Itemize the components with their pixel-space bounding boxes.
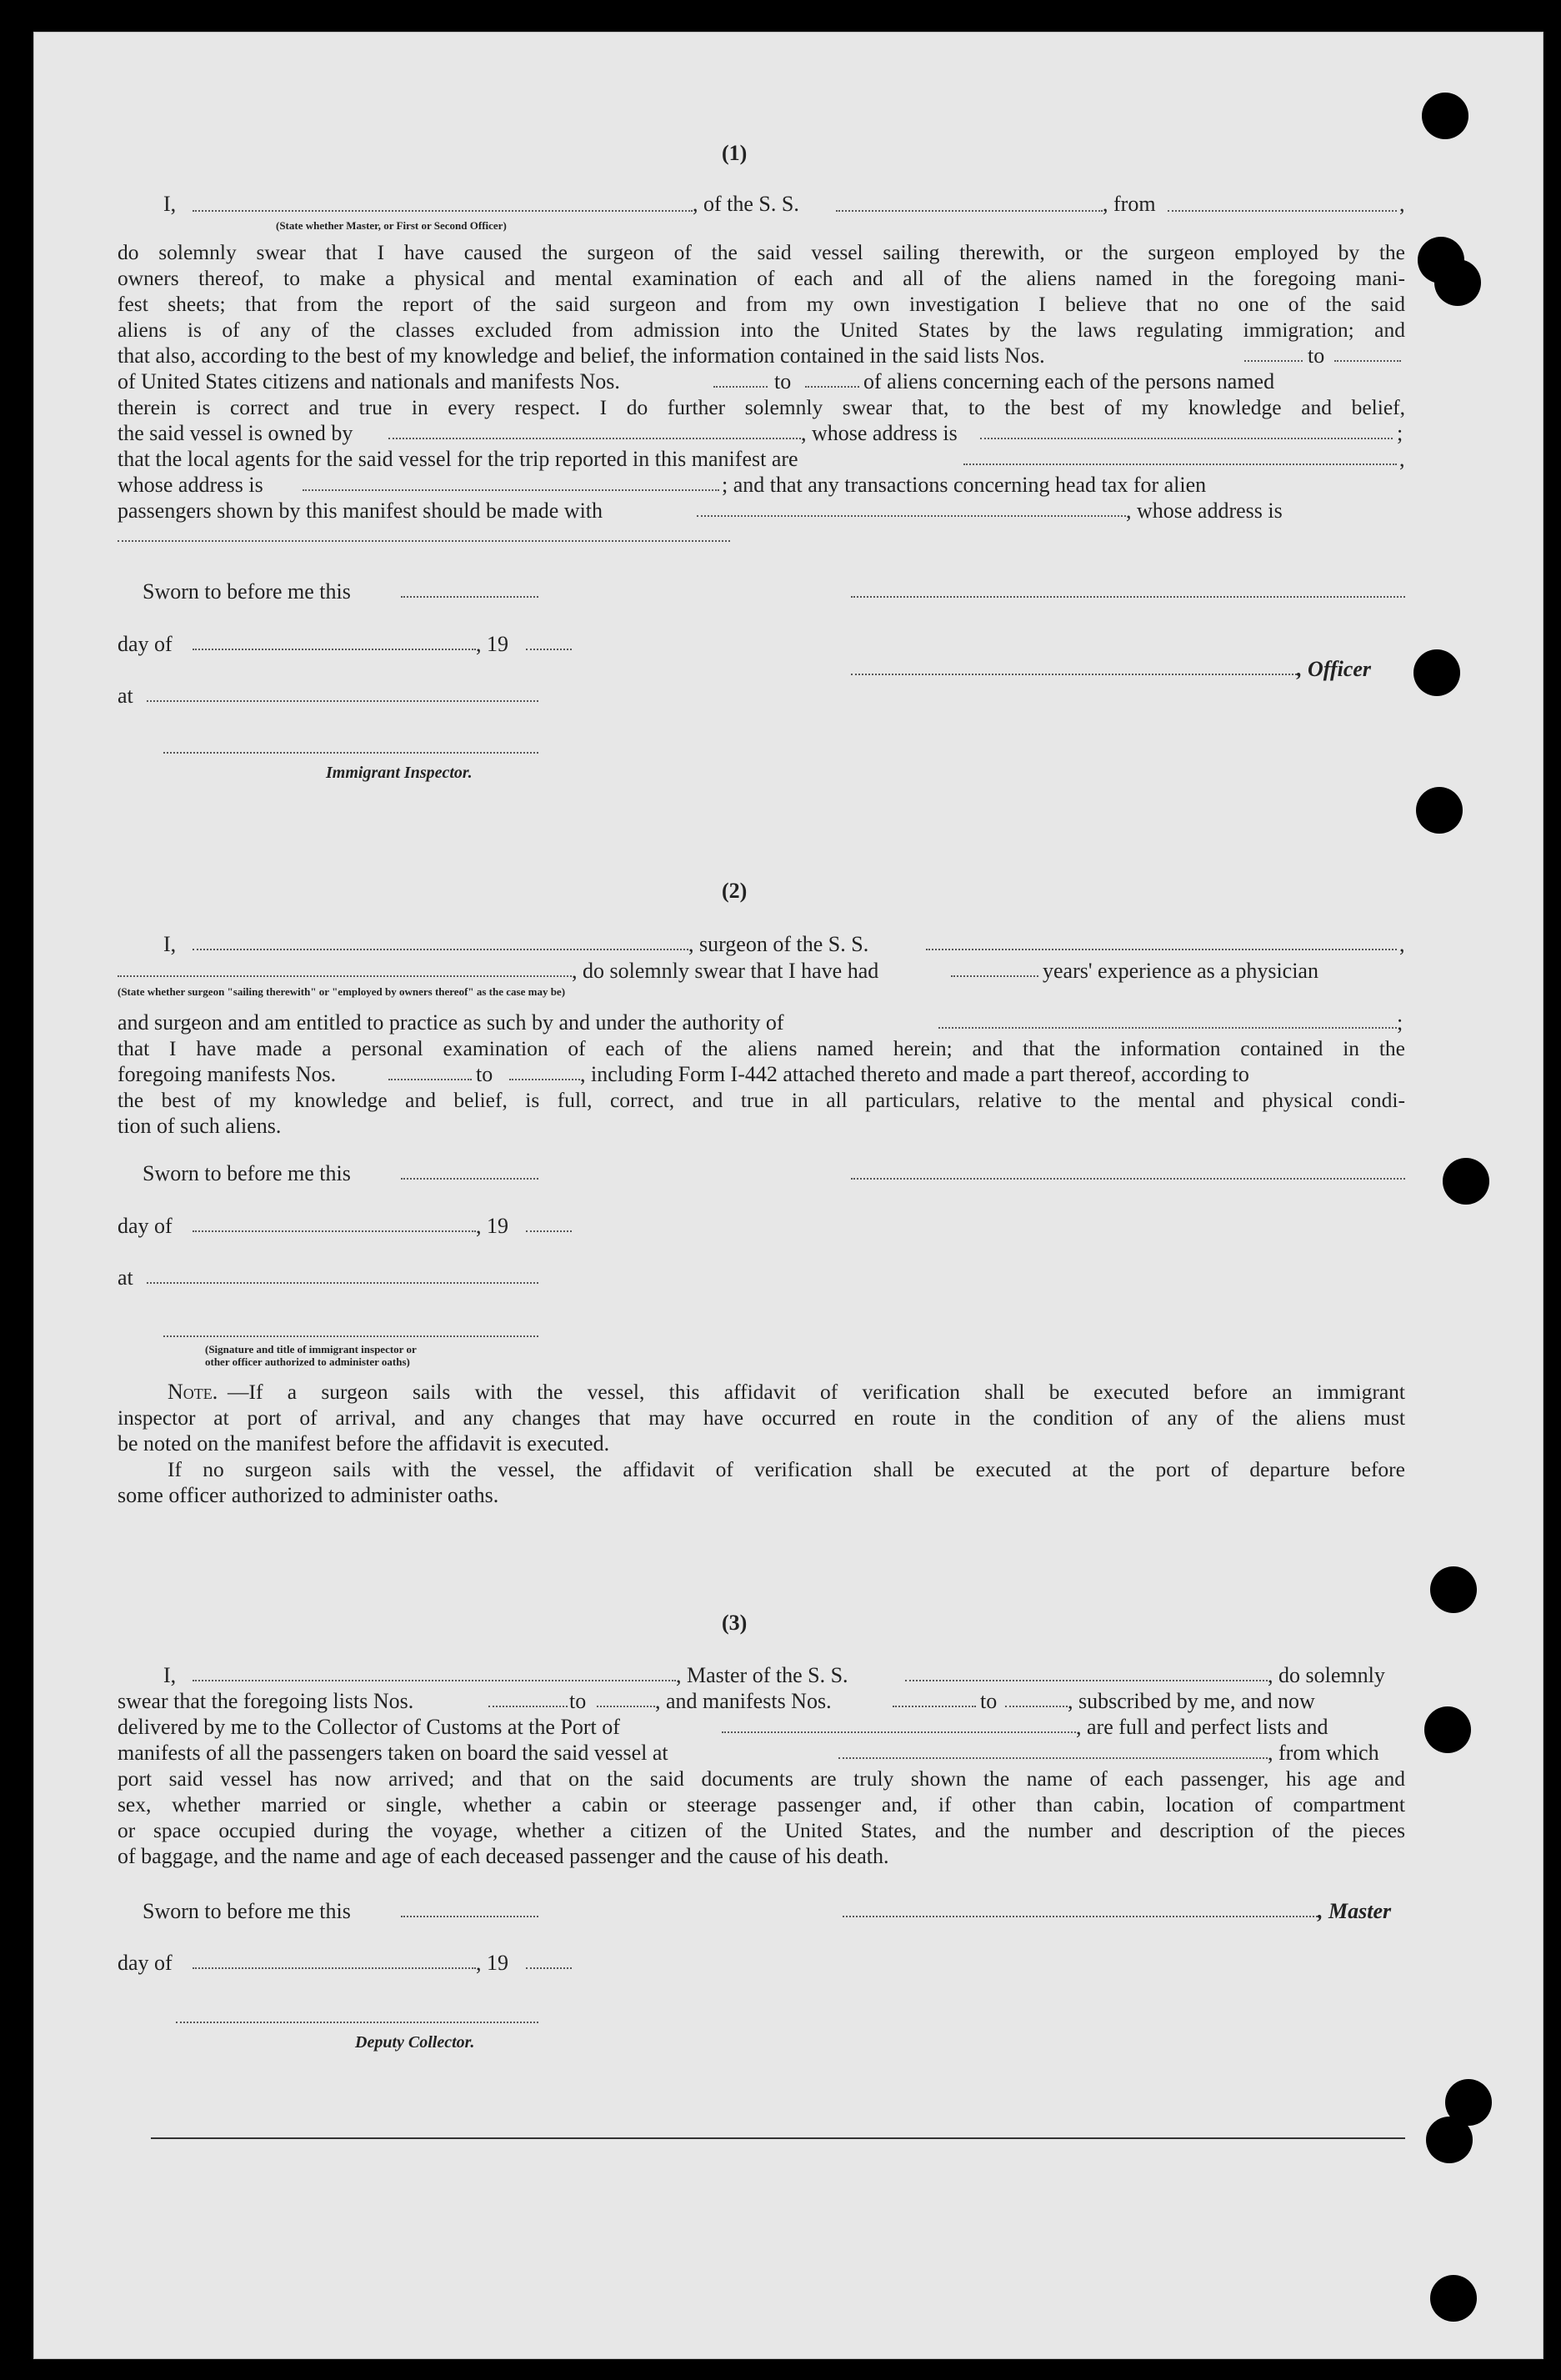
s1-whose-address-end: , whose address is bbox=[1126, 499, 1283, 523]
binder-hole bbox=[1443, 1158, 1489, 1205]
s2-aliens: tion of such aliens. bbox=[118, 1114, 282, 1138]
s3-master-of: , Master of the S. S. bbox=[676, 1663, 848, 1687]
s3-lists-to-field[interactable] bbox=[597, 1705, 655, 1707]
binder-hole bbox=[1426, 2117, 1473, 2163]
s3-body bbox=[118, 1766, 1405, 1843]
s2-manifests-to-field[interactable] bbox=[509, 1078, 580, 1080]
s3-manifests-from-field[interactable] bbox=[893, 1705, 976, 1707]
s1-whose-address-2: whose address is bbox=[118, 473, 263, 497]
s1-semicolon: ; bbox=[1397, 421, 1403, 445]
s2-vessel-field[interactable] bbox=[926, 948, 1397, 950]
s2-line: the best of my knowledge and belief, is full, correct, and true in all particulars, relative to the mental and physical condi- bbox=[118, 1088, 1405, 1112]
s2-note-first bbox=[228, 1379, 1405, 1405]
s1-line: do solemnly swear that I have caused the surgeon of the said vessel sailing therewith, or the surgeon employed by the bbox=[118, 240, 1405, 264]
s2-body bbox=[118, 1035, 1405, 1061]
s1-day-of: day of bbox=[118, 632, 173, 656]
s2-comma: , bbox=[1399, 932, 1405, 956]
binder-hole bbox=[1434, 259, 1481, 306]
s2-note-label-row bbox=[168, 1379, 218, 1405]
s1-from-field[interactable] bbox=[1168, 209, 1397, 212]
s1-agents-address-field[interactable] bbox=[303, 489, 719, 491]
binder-hole bbox=[1430, 2275, 1477, 2322]
s3-year: , 19 bbox=[476, 1951, 508, 1975]
s3-manifests-to-field[interactable] bbox=[1005, 1705, 1068, 1707]
s1-agents-field[interactable] bbox=[963, 463, 1397, 465]
s2-note-label: Note. bbox=[168, 1380, 218, 1404]
s3-lists: swear that the foregoing lists Nos. bbox=[118, 1689, 414, 1713]
s2-surgeon-type-field[interactable] bbox=[118, 975, 572, 977]
s2-note2-last: some officer authorized to administer oaths. bbox=[118, 1483, 499, 1507]
s2-manifests: foregoing manifests Nos. bbox=[118, 1062, 337, 1086]
s1-line: aliens is of any of the classes excluded from admission into the United States by the laws regulating immigration; and bbox=[118, 318, 1405, 342]
binder-hole bbox=[1424, 1706, 1471, 1753]
s2-years: years' experience as a physician bbox=[1043, 959, 1318, 983]
s3-master-signature-field[interactable] bbox=[843, 1915, 1318, 1917]
s1-inspector: Immigrant Inspector. bbox=[326, 764, 473, 782]
s2-sig-hint-2: other officer authorized to administer oaths) bbox=[205, 1355, 410, 1368]
s1-agents: that the local agents for the said vessel for the trip reported in this manifest are bbox=[118, 447, 798, 471]
s1-signature-field[interactable] bbox=[851, 595, 1405, 598]
s1-officer-name-field[interactable] bbox=[851, 673, 1297, 675]
s3-collector-field[interactable] bbox=[176, 2021, 538, 2023]
s2-at-field[interactable] bbox=[147, 1281, 538, 1284]
s1-inspector-field[interactable] bbox=[163, 751, 538, 754]
s3-to: to bbox=[569, 1689, 587, 1713]
s3-do-solemnly: , do solemnly bbox=[1268, 1663, 1385, 1687]
s1-month-field[interactable] bbox=[193, 648, 476, 650]
s2-sworn: Sworn to before me this bbox=[143, 1161, 351, 1185]
s1-lists-from-field[interactable] bbox=[1244, 359, 1303, 362]
s3-i: I, bbox=[163, 1663, 177, 1687]
s2-note-last: be noted on the manifest before the affidavit is executed. bbox=[118, 1431, 610, 1456]
s1-master-hint: (State whether Master, or First or Second Officer) bbox=[276, 219, 507, 232]
s3-and-manifests: , and manifests Nos. bbox=[655, 1689, 832, 1713]
s2-surgeon-hint: (State whether surgeon "sailing therewith" or "employed by owners thereof" as the case may be) bbox=[118, 985, 566, 998]
s1-at: at bbox=[118, 684, 133, 708]
s3-line: or space occupied during the voyage, whether a citizen of the United States, and the number and description of the pieces bbox=[118, 1818, 1405, 1842]
s1-aliens-concerning: of aliens concerning each of the persons named bbox=[863, 369, 1275, 393]
s2-inspector-field[interactable] bbox=[163, 1335, 538, 1337]
s1-officer: , Officer bbox=[1297, 657, 1372, 681]
s3-collector: Deputy Collector. bbox=[355, 2033, 475, 2052]
s1-from: , from bbox=[1103, 192, 1156, 216]
bottom-rule bbox=[151, 2137, 1405, 2139]
s2-note-body bbox=[118, 1405, 1405, 1431]
s2-semicolon: ; bbox=[1397, 1010, 1403, 1035]
s1-lists-to-field[interactable] bbox=[1334, 359, 1401, 362]
s2-note-line: inspector at port of arrival, and any changes that may have occurred en route in the condition of any of the aliens must bbox=[118, 1405, 1405, 1430]
section-1-number: (1) bbox=[722, 141, 748, 165]
s3-line: sex, whether married or single, whether a cabin or steerage passenger and, if other than cabin, location of compartment bbox=[118, 1792, 1405, 1816]
s3-port-of-departure-field[interactable] bbox=[838, 1756, 1268, 1759]
s2-note2 bbox=[168, 1456, 1405, 1482]
s1-body-2 bbox=[118, 394, 1405, 420]
s2-sig-hint-1: (Signature and title of immigrant inspector or bbox=[205, 1343, 417, 1355]
s1-manifests-to-field[interactable] bbox=[805, 385, 859, 388]
s3-sworn: Sworn to before me this bbox=[143, 1899, 351, 1923]
binder-hole bbox=[1416, 787, 1463, 834]
s1-owner-address-field[interactable] bbox=[980, 437, 1393, 439]
s1-owned-by: the said vessel is owned by bbox=[118, 421, 353, 445]
s3-delivered: delivered by me to the Collector of Customs at the Port of bbox=[118, 1715, 620, 1739]
s1-headtax-address-field[interactable] bbox=[118, 539, 730, 542]
s2-signature-field[interactable] bbox=[851, 1177, 1405, 1180]
section-2-number: (2) bbox=[722, 879, 748, 903]
s1-comma2: , bbox=[1399, 447, 1405, 471]
s1-to: to bbox=[1308, 343, 1325, 368]
s3-master: , Master bbox=[1318, 1899, 1392, 1923]
s1-owner-field[interactable] bbox=[388, 437, 801, 439]
s2-i: I, bbox=[163, 932, 177, 956]
s3-passengers-taken: manifests of all the passengers taken on board the said vessel at bbox=[118, 1741, 668, 1765]
s3-year-field[interactable] bbox=[526, 1967, 572, 1969]
s2-to: to bbox=[476, 1062, 493, 1086]
s3-port-field[interactable] bbox=[722, 1731, 1076, 1733]
s1-sworn-day-field[interactable] bbox=[401, 595, 538, 598]
s3-last-line: of baggage, and the name and age of each deceased passenger and the cause of his death. bbox=[118, 1844, 889, 1868]
s2-note2-line: If no surgeon sails with the vessel, the affidavit of verification shall be executed at the port of departure before bbox=[168, 1457, 1405, 1481]
s2-swear: , do solemnly swear that I have had bbox=[572, 959, 879, 983]
s1-of-ss: , of the S. S. bbox=[693, 192, 799, 216]
s1-vessel-field[interactable] bbox=[836, 209, 1103, 212]
s2-body-2 bbox=[118, 1087, 1405, 1113]
s1-body bbox=[118, 239, 1405, 343]
s1-year-field[interactable] bbox=[526, 648, 572, 650]
s3-full-lists: , are full and perfect lists and bbox=[1076, 1715, 1328, 1739]
s3-line: port said vessel has now arrived; and that on the said documents are truly shown the name of each passenger, his age and bbox=[118, 1766, 1405, 1791]
s2-surgeon-of: , surgeon of the S. S. bbox=[688, 932, 869, 956]
s2-sworn-day-field[interactable] bbox=[401, 1177, 538, 1180]
s2-month-field[interactable] bbox=[193, 1230, 476, 1232]
s2-authority: and surgeon and am entitled to practice as such by and under the authority of bbox=[118, 1010, 784, 1035]
s1-at-field[interactable] bbox=[147, 699, 538, 702]
s3-master-name-field[interactable] bbox=[193, 1679, 676, 1681]
s2-years-field[interactable] bbox=[951, 975, 1038, 977]
s1-sworn: Sworn to before me this bbox=[143, 579, 351, 604]
s2-authority-field[interactable] bbox=[938, 1026, 1397, 1029]
binder-hole bbox=[1430, 1566, 1477, 1613]
s1-year: , 19 bbox=[476, 632, 508, 656]
s1-line: therein is correct and true in every respect. I do further solemnly swear that, to the best of my knowledge and belief, bbox=[118, 395, 1405, 419]
s1-comma: , bbox=[1399, 192, 1405, 216]
s2-at: at bbox=[118, 1265, 133, 1290]
s2-year-field[interactable] bbox=[526, 1230, 572, 1232]
s1-manifests-from-field[interactable] bbox=[713, 385, 768, 388]
s2-note-line: —If a surgeon sails with the vessel, this affidavit of verification shall be executed before an immigrant bbox=[228, 1380, 1405, 1404]
s2-line: that I have made a personal examination of each of the aliens named herein; and that the information contained in the bbox=[118, 1036, 1405, 1060]
s2-manifests-from-field[interactable] bbox=[388, 1078, 472, 1080]
s3-from-which: , from which bbox=[1268, 1741, 1379, 1765]
s1-to2: to bbox=[774, 369, 792, 393]
s3-lists-from-field[interactable] bbox=[488, 1705, 568, 1707]
s1-headtax-field[interactable] bbox=[697, 514, 1126, 517]
s1-i: I, bbox=[163, 192, 177, 216]
s3-month-field[interactable] bbox=[193, 1967, 476, 1969]
s3-vessel-field[interactable] bbox=[905, 1679, 1268, 1681]
s3-day-of: day of bbox=[118, 1951, 173, 1975]
s1-line: fest sheets; that from the report of the said surgeon and from my own investigation I believe that no one of the said bbox=[118, 292, 1405, 316]
s2-day-of: day of bbox=[118, 1214, 173, 1238]
s1-head-tax: ; and that any transactions concerning head tax for alien bbox=[722, 473, 1207, 497]
s1-whose-address: , whose address is bbox=[801, 421, 958, 445]
s2-surgeon-name-field[interactable] bbox=[193, 948, 688, 950]
s2-year: , 19 bbox=[476, 1214, 508, 1238]
binder-hole bbox=[1413, 649, 1460, 696]
s3-to2: to bbox=[980, 1689, 998, 1713]
binder-hole bbox=[1422, 93, 1468, 139]
s3-sworn-day-field[interactable] bbox=[401, 1915, 538, 1917]
s3-subscribed: , subscribed by me, and now bbox=[1068, 1689, 1315, 1713]
section-3-number: (3) bbox=[722, 1611, 748, 1635]
s1-line-manifests: of United States citizens and nationals and manifests Nos. bbox=[118, 369, 620, 393]
s2-including: , including Form I-442 attached thereto and made a part thereof, according to bbox=[580, 1062, 1249, 1086]
form-page bbox=[33, 32, 1543, 2359]
s1-officer-field[interactable] bbox=[193, 209, 693, 212]
s1-passengers: passengers shown by this manifest should be made with bbox=[118, 499, 603, 523]
s1-line: owners thereof, to make a physical and mental examination of each and all of the aliens named in the foregoing mani- bbox=[118, 266, 1405, 290]
s1-line-lists: that also, according to the best of my knowledge and belief, the information contained in the said lists Nos. bbox=[118, 343, 1045, 368]
